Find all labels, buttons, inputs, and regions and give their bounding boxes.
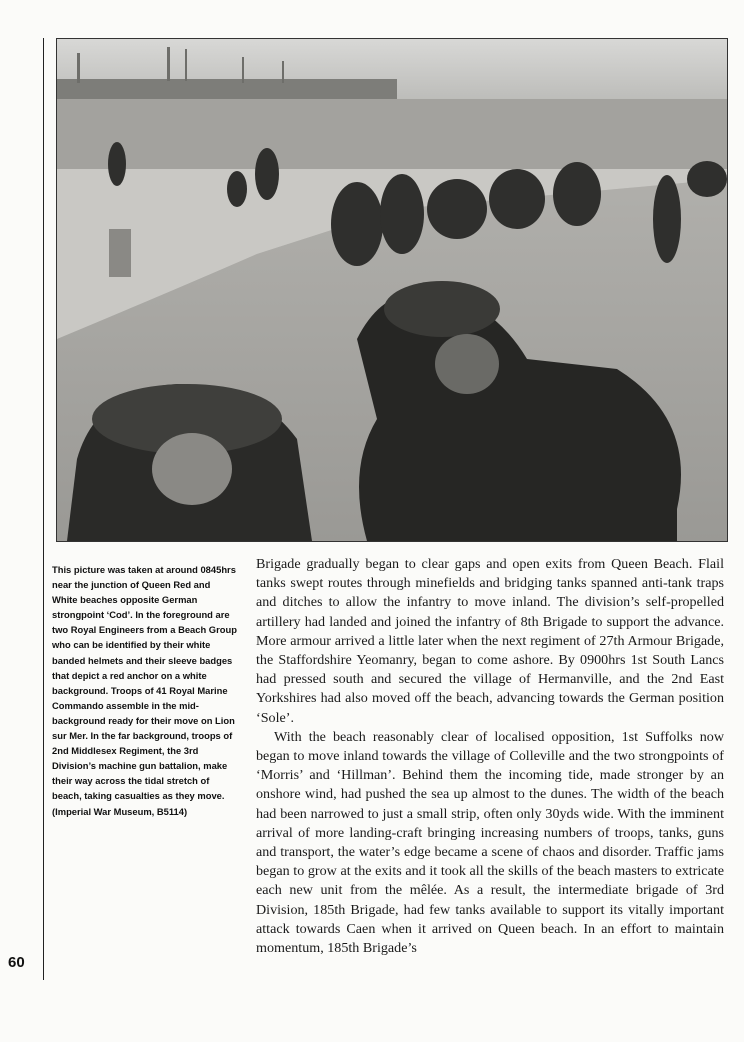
article-body [256, 555, 724, 958]
page-number: 60 [8, 954, 25, 971]
beach-landing-photo [56, 38, 728, 542]
body-paragraph: With the beach reasonably clear of localised opposition, 1st Suffolks now began to move inland towards the village of Colleville and the two strongpoints of ‘Morris’ and ‘Hillman’. Behind them the incoming tide, made stronger by an onshore wind, had pushed the sea up almost to the dunes. The width of the beach had been narrowed to just a small strip, often only 30yds wide. With the imminent arrival of more landing-craft bringing increasing numbers of troops, tanks, guns and transport, the water’s edge became a scene of chaos and disorder. Traffic jams began to grow at the exits and it took all the skills of the beach masters to extricate each new unit from the mêlée. As a result, the intermediate brigade of 3rd Division, 185th Brigade, had few tanks available to support its vitally important attack towards Caen when it arrived on Queen beach. In an effort to maintain momentum, 185th Brigade’s [256, 728, 724, 957]
margin-rule [43, 38, 44, 980]
photo-illustration [57, 39, 727, 541]
body-paragraph: Brigade gradually began to clear gaps and open exits from Queen Beach. Flail tanks swept routes through minefields and bridging tanks spanned anti-tank traps and ditches to allow the infantry to move inland. The division’s self-propelled artillery had landed and joined the infantry of 8th Brigade to support the advance. More armour arrived a little later when the next regiment of 27th Armour Brigade, the Staffordshire Yeomanry, began to come ashore. By 0900hrs 1st South Lancs had pressed south and secured the village of Hermanville, and the 2nd East Yorkshires had also moved off the beach, advancing towards the German position ‘Sole’. [256, 556, 724, 726]
photo-caption: This picture was taken at around 0845hrs near the junction of Queen Red and White beaches opposite German strongpoint ‘Cod’. In the foreground are two Royal Engineers from a Beach Group who can be identified by their white banded helmets and their sleeve badges that depict a red anchor on a white background. Troops of 41 Royal Marine Commando assemble in the mid-background ready for their move on Lion sur Mer. In the far background, troops of 2nd Middlesex Regiment, the 3rd Division’s machine gun battalion, make their way across the tidal stretch of beach, taking casualties as they move. (Imperial War Museum, B5114) [52, 564, 237, 817]
